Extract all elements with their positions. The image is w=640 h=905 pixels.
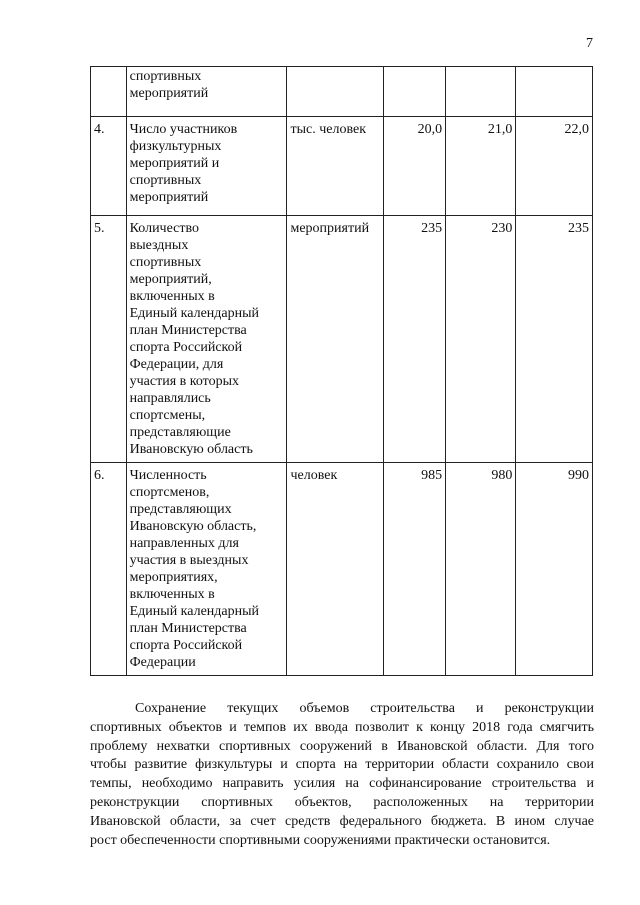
indicator-name-line: спорта Российской <box>129 340 243 355</box>
indicator-name-line: представляющих <box>129 502 232 517</box>
row-number-cell: 6. <box>91 463 127 676</box>
value-cell-3: 235 <box>516 216 593 463</box>
indicator-name-line: Численность <box>129 468 207 483</box>
indicator-name-line: Количество <box>129 221 200 236</box>
page-number: 7 <box>586 36 593 51</box>
table-row <box>91 117 593 216</box>
indicator-name-cell <box>126 216 287 463</box>
indicator-name-cell <box>126 463 287 676</box>
indicator-name-line: выездных <box>129 238 189 253</box>
indicator-name-line: направленных для <box>129 536 239 551</box>
indicator-name-line: включенных в <box>129 587 215 602</box>
paragraph-line: Ивановской области, за счет средств федерального бюджета. В ином случае <box>90 813 594 829</box>
indicator-name-line: спортивных <box>129 69 202 84</box>
indicator-name-line: мероприятий <box>129 190 209 205</box>
row-number-cell: 5. <box>91 216 127 463</box>
paragraph-line: чтобы развитие физкультуры и спорта на территории области сохранило свои <box>90 757 594 773</box>
value-cell-1: 20,0 <box>383 117 446 216</box>
indicator-name-line: направлялись <box>129 391 211 406</box>
indicator-name-line: Ивановскую область <box>129 442 253 457</box>
indicator-name-line: спортивных <box>129 255 202 270</box>
indicator-name-line: мероприятиях, <box>129 570 218 585</box>
unit-cell: тыс. человек <box>287 117 383 216</box>
indicator-name-line: Единый календарный <box>129 604 260 619</box>
table-row <box>91 67 593 117</box>
indicator-name-line: представляющие <box>129 425 231 440</box>
indicators-table <box>90 66 593 676</box>
indicator-name-line: Ивановскую область, <box>129 519 257 534</box>
indicator-name-cell <box>126 117 287 216</box>
indicator-name-line: Федерации, для <box>129 357 224 372</box>
paragraph-line: Сохранение текущих объемов строительства и реконструкции <box>135 701 594 716</box>
indicator-name-line: включенных в <box>129 289 215 304</box>
paragraph-line: проблему нехватки спортивных сооружений в Ивановской области. Для того <box>90 738 594 754</box>
indicator-name-line: план Министерства <box>129 323 247 338</box>
row-number-cell: 4. <box>91 117 127 216</box>
value-cell-2: 21,0 <box>446 117 516 216</box>
unit-cell: человек <box>287 463 383 676</box>
indicator-name-line: спорта Российской <box>129 638 243 653</box>
indicator-name-line: участия в которых <box>129 374 239 389</box>
indicator-name-line: спортсменов, <box>129 485 210 500</box>
paragraph-line: рост обеспеченности спортивными сооружениями практически остановится. <box>90 832 551 848</box>
indicator-name-line: мероприятий, <box>129 272 212 287</box>
value-cell-1: 235 <box>383 216 446 463</box>
indicator-name-line: спортсмены, <box>129 408 206 423</box>
indicator-name-line: план Министерства <box>129 621 247 636</box>
indicator-name-line: Единый календарный <box>129 306 260 321</box>
paragraph-line: спортивных объектов и темпов их ввода позволит к концу 2018 года смягчить <box>90 719 594 735</box>
indicator-name-line: Федерации <box>129 655 196 670</box>
body-paragraph <box>90 700 594 850</box>
indicator-name-line: физкультурных <box>129 139 222 154</box>
unit-cell <box>287 67 383 117</box>
value-cell-2: 230 <box>446 216 516 463</box>
table-row <box>91 216 593 463</box>
indicator-name-line: спортивных <box>129 173 202 188</box>
value-cell-1: 985 <box>383 463 446 676</box>
value-cell-1 <box>383 67 446 117</box>
value-cell-3: 22,0 <box>516 117 593 216</box>
value-cell-3 <box>516 67 593 117</box>
table-row <box>91 463 593 676</box>
indicator-name-line: Число участников <box>129 122 238 137</box>
indicator-name-line: мероприятий и <box>129 156 220 171</box>
paragraph-line: темпы, необходимо направить усилия на софинансирование строительства и <box>90 776 594 792</box>
indicator-name-cell <box>126 67 287 117</box>
value-cell-2: 980 <box>446 463 516 676</box>
indicator-name-line: мероприятий <box>129 86 209 101</box>
row-number-cell <box>91 67 127 117</box>
unit-cell: мероприятий <box>287 216 383 463</box>
indicator-name-line: участия в выездных <box>129 553 249 568</box>
value-cell-3: 990 <box>516 463 593 676</box>
paragraph-line: реконструкции спортивных объектов, расположенных на территории <box>90 794 594 810</box>
value-cell-2 <box>446 67 516 117</box>
